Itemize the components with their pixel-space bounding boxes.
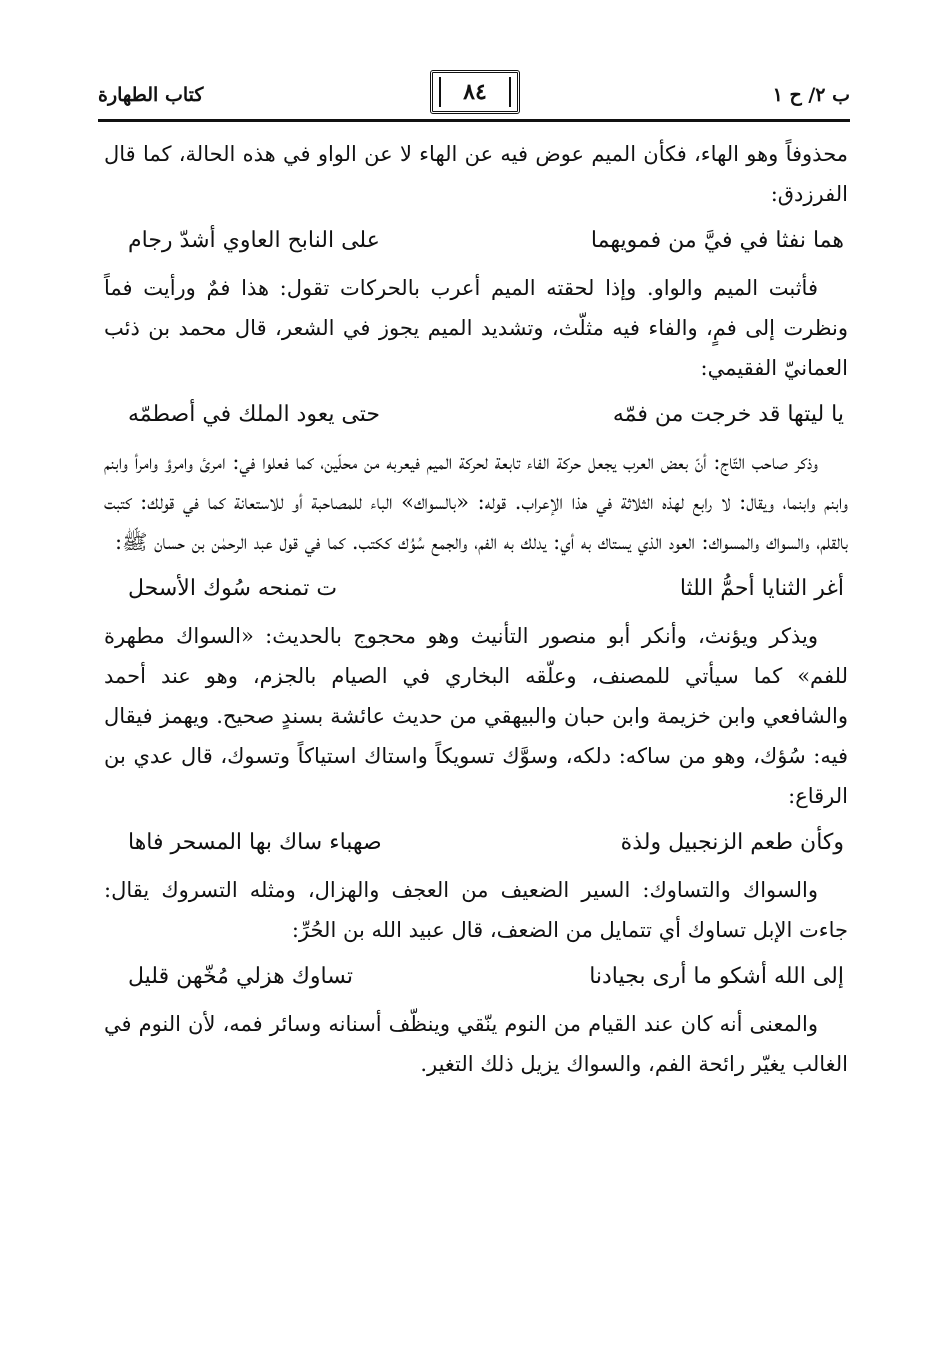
verse-4-second-hemistich: صهباء ساك بها المسحر فاها bbox=[128, 830, 382, 855]
chapter-title: كتاب الطهارة bbox=[98, 84, 204, 106]
verse-1-second-hemistich: على النابح العاوي أشدّ رجام bbox=[128, 228, 380, 253]
page-header bbox=[98, 78, 850, 122]
verse-1 bbox=[104, 220, 848, 262]
verse-1-first-hemistich: هما نفثا في فيَّ من فمويهما bbox=[590, 228, 844, 253]
verse-5 bbox=[104, 956, 848, 998]
paragraph-2: فأثبت الميم والواو. وإذا لحقته الميم أعرب بالحركات تقول: هذا فمٌ ورأيت فماً ونظرت إلى فمٍ، والفاء فيه مثلّث، وتشديد الميم يجوز في الشعر، قال محمد بن ذئب العمانيّ الفقيمي: bbox=[104, 276, 848, 380]
verse-2 bbox=[104, 394, 848, 436]
section-reference: ب ٢/ ح ١ bbox=[772, 84, 850, 106]
paragraph-1: محذوفاً وهو الهاء، فكأن الميم عوض فيه عن الهاء لا عن الواو في هذه الحالة، كما قال الفرزدق: bbox=[104, 142, 848, 206]
verse-3-second-hemistich: ت تمنحه سُوك الأسحل bbox=[128, 576, 338, 601]
verse-2-second-hemistich: حتى يعود الملك في أصطمّه bbox=[128, 402, 381, 427]
page-number: ٨٤ bbox=[430, 70, 520, 114]
verse-2-first-hemistich: يا ليتها قد خرجت من فمّه bbox=[612, 402, 844, 427]
paragraph-4: ويذكر ويؤنث، وأنكر أبو منصور التأنيث وهو محجوج بالحديث: «السواك مطهرة للفم» كما سيأتي للمصنف، وعلّقه البخاري في الصيام بالجزم، وهو عند أحمد والشافعي وابن خزيمة وابن حبان والبيهقي من حديث عائشة بسندٍ صحيح. ويهمز فيقال فيه: سُؤك، وهو من ساكه: دلكه، وسوَّك تسويكاً واستاك استياكاً وتسوك، قال عدي بن الرقاع: bbox=[104, 624, 848, 808]
verse-4-first-hemistich: وكأن طعم الزنجبيل ولذة bbox=[620, 830, 844, 855]
paragraph-5: والسواك والتساوك: السير الضعيف من العجف والهزال، ومثله التسروك يقال: جاءت الإبل تساوك أي تتمايل من الضعف، قال عبيد الله بن الحُرِّ: bbox=[104, 878, 848, 942]
page-body bbox=[104, 134, 848, 1084]
verse-4 bbox=[104, 822, 848, 864]
verse-3-first-hemistich: أغر الثنايا أحمُّ اللثا bbox=[679, 576, 844, 601]
paragraph-3: وذكر صاحب التّاج: أنّ بعض العرب يجعل حركة الفاء تابعة لحركة الميم فيعربه من محلّين، كما فعلوا في: امرئ وامرؤ وامرأ وابنم وابنم وابنما، ويقال: لا رابع لهذه الثلاثة في هذا الإعراب. قوله: «بالسواك» الباء للمصاحبة أو للاستعانة كما في قولك: كتبت بالقلم، والسواك والمسواك: العود الذي يستاك به أي: يدلك به الفم، والجمع سُوُك ككتب. كما في قول عبد الرحمٰن بن حسان ﷺ: bbox=[104, 450, 848, 554]
paragraph-6: والمعنى أنه كان عند القيام من النوم ينّقي وينظّف أسنانه وسائر فمه، لأن النوم في الغالب يغيّر رائحة الفم، والسواك يزيل ذلك التغير. bbox=[104, 1012, 848, 1076]
header-divider bbox=[98, 119, 850, 122]
verse-5-first-hemistich: إلى الله أشكو ما أرى بجيادنا bbox=[589, 964, 844, 989]
verse-5-second-hemistich: تساوك هزلي مُخّهن قليل bbox=[128, 964, 353, 989]
verse-3 bbox=[104, 568, 848, 610]
